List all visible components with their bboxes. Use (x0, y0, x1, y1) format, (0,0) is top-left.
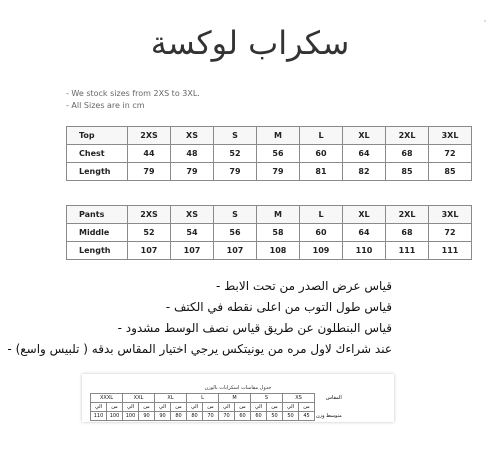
to-label: الي (155, 403, 171, 412)
instruction-line: قياس عرض الصدر من تحت الابط - (216, 279, 392, 293)
weight-from-cell: 70 (203, 412, 219, 421)
size-header-cell: 2XL (386, 206, 429, 224)
table-cell: 72 (429, 224, 472, 242)
table-row-label: Length (67, 163, 128, 181)
weight-to-cell: 50 (283, 412, 299, 421)
table-row-label: Pants (67, 206, 128, 224)
table-cell: 48 (171, 145, 214, 163)
table-row (67, 242, 472, 260)
table-cell: 72 (429, 145, 472, 163)
weight-size-sheet-image (82, 374, 394, 422)
size-header-cell: 2XS (128, 206, 171, 224)
size-header-cell: 3XL (429, 127, 472, 145)
weight-from-cell: 100 (107, 412, 123, 421)
size-header-cell: S (214, 127, 257, 145)
to-label: الي (251, 403, 267, 412)
corner-mark (484, 20, 486, 22)
table-cell: 64 (343, 145, 386, 163)
note-line: - All Sizes are in cm (66, 101, 145, 110)
table-cell: 58 (257, 224, 300, 242)
size-header-cell: 2XL (386, 127, 429, 145)
table-cell: 56 (257, 145, 300, 163)
weight-size-row (91, 394, 343, 403)
from-label: من (267, 403, 283, 412)
table-header-row (67, 127, 472, 145)
weight-values-row (91, 412, 343, 421)
weight-sheet-caption: جدول مقاسات اسكرابات بالوزن (204, 385, 272, 391)
size-header-cell: S (251, 394, 283, 403)
size-header-cell: M (257, 127, 300, 145)
instruction-line: قياس طول التوب من اعلى نقطه في الكتف - (165, 300, 392, 314)
table-cell: 79 (214, 163, 257, 181)
size-header-cell: L (187, 394, 219, 403)
table-cell: 109 (300, 242, 343, 260)
table-cell: 68 (386, 145, 429, 163)
size-header-cell: L (300, 127, 343, 145)
size-header-cell: L (300, 206, 343, 224)
table-cell: 54 (171, 224, 214, 242)
table-cell: 85 (386, 163, 429, 181)
from-label: من (107, 403, 123, 412)
weight-to-cell: 70 (219, 412, 235, 421)
table-cell: 60 (300, 145, 343, 163)
weight-from-cell: 50 (267, 412, 283, 421)
table-cell: 85 (429, 163, 472, 181)
table-row-label: Length (67, 242, 128, 260)
table-cell: 79 (257, 163, 300, 181)
from-label: من (299, 403, 315, 412)
weight-from-cell: 90 (139, 412, 155, 421)
from-label: من (235, 403, 251, 412)
size-header-cell: M (219, 394, 251, 403)
size-label: المقاس (325, 395, 342, 401)
table-cell: 44 (128, 145, 171, 163)
weight-to-cell: 90 (155, 412, 171, 421)
weight-from-cell: 80 (171, 412, 187, 421)
weight-size-table (90, 393, 343, 421)
table-cell: 107 (128, 242, 171, 260)
table-cell: 79 (171, 163, 214, 181)
weight-label: متوسط وزن (316, 413, 342, 419)
from-label: من (203, 403, 219, 412)
table-cell: 79 (128, 163, 171, 181)
size-header-cell: XL (343, 206, 386, 224)
table-row-label: Top (67, 127, 128, 145)
to-label: الي (123, 403, 139, 412)
top-size-table (66, 126, 472, 181)
table-cell: 110 (343, 242, 386, 260)
weight-from-cell: 45 (299, 412, 315, 421)
spacer-cell (315, 403, 343, 412)
size-header-cell: XXL (123, 394, 155, 403)
table-cell: 111 (386, 242, 429, 260)
table-cell: 60 (300, 224, 343, 242)
table-row-label: Middle (67, 224, 128, 242)
table-row (67, 145, 472, 163)
measurement-instructions (7, 276, 392, 360)
size-header-cell: M (257, 206, 300, 224)
size-header-cell: 3XL (429, 206, 472, 224)
table-cell: 52 (128, 224, 171, 242)
table-header-row (67, 206, 472, 224)
table-cell: 56 (214, 224, 257, 242)
to-label: الي (219, 403, 235, 412)
size-header-cell: XS (283, 394, 315, 403)
to-label: الي (91, 403, 107, 412)
table-cell: 81 (300, 163, 343, 181)
table-row (67, 163, 472, 181)
instruction-line: عند شراءك لاول مره من يونيتكس يرجي اختيار المقاس بدقه ( تلبيس واسع) - (7, 342, 392, 356)
weight-to-cell: 60 (251, 412, 267, 421)
page-title: سكراب لوكسة (150, 24, 350, 62)
note-line: - We stock sizes from 2XS to 3XL. (66, 89, 200, 98)
size-header-cell: XL (343, 127, 386, 145)
from-label: من (139, 403, 155, 412)
table-cell: 108 (257, 242, 300, 260)
size-header-cell: S (214, 206, 257, 224)
table-cell: 107 (214, 242, 257, 260)
size-header-cell: 2XS (128, 127, 171, 145)
to-label: الي (283, 403, 299, 412)
table-cell: 68 (386, 224, 429, 242)
table-cell: 107 (171, 242, 214, 260)
table-cell: 64 (343, 224, 386, 242)
size-header-cell: XL (155, 394, 187, 403)
weight-from-cell: 60 (235, 412, 251, 421)
table-cell: 111 (429, 242, 472, 260)
instruction-line: قياس البنطلون عن طريق قياس نصف الوسط مشدود - (117, 321, 392, 335)
size-notes (66, 88, 200, 112)
weight-to-cell: 100 (123, 412, 139, 421)
pants-size-table (66, 205, 472, 260)
weight-to-cell: 110 (91, 412, 107, 421)
table-row (67, 224, 472, 242)
weight-to-cell: 80 (187, 412, 203, 421)
to-label: الي (187, 403, 203, 412)
table-cell: 52 (214, 145, 257, 163)
from-label: من (171, 403, 187, 412)
size-header-cell: XXXL (91, 394, 123, 403)
size-header-cell: XS (171, 206, 214, 224)
size-header-cell: XS (171, 127, 214, 145)
table-cell: 82 (343, 163, 386, 181)
table-row-label: Chest (67, 145, 128, 163)
weight-from-to-row (91, 403, 343, 412)
